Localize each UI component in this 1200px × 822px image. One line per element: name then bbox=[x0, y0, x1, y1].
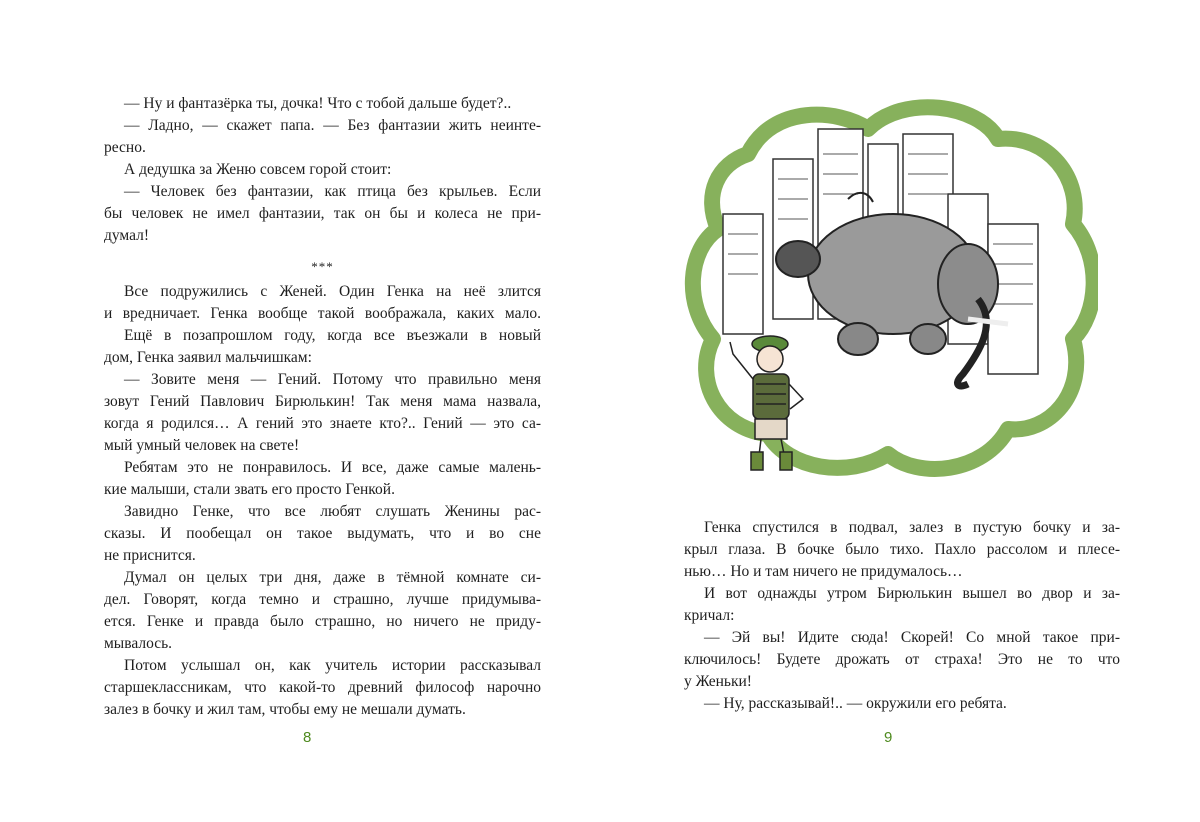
text-line: зовут Гений Павлович Бирюлькин! Так меня мама назвала, bbox=[104, 393, 541, 410]
text-line: и вредничает. Генка вообще такой воображала, каких мало. bbox=[104, 305, 541, 322]
section-separator: *** bbox=[311, 259, 334, 274]
text-line: Все подружились с Женей. Один Генка на неё злится bbox=[124, 283, 541, 300]
text-line: дел. Говорят, когда темно и страшно, лучше придумыва- bbox=[104, 591, 541, 608]
text-line: думал! bbox=[104, 227, 150, 244]
text-line: Потом услышал он, как учитель истории рассказывал bbox=[124, 657, 541, 674]
text-line: — Человек без фантазии, как птица без крыльев. Если bbox=[124, 183, 541, 200]
left-text-column bbox=[104, 93, 541, 721]
text-line: — Ладно, — скажет папа. — Без фантазии жить неинте- bbox=[124, 117, 541, 134]
text-line: — Ну, рассказывай!.. — окружили его ребята. bbox=[704, 695, 1007, 712]
text-line: не приснится. bbox=[104, 547, 196, 564]
text-line: мый умный человек на свете! bbox=[104, 437, 300, 454]
page-number-left: 8 bbox=[303, 729, 312, 746]
text-line: дом, Генка заявил мальчишкам: bbox=[104, 349, 312, 366]
elephant-city-illustration bbox=[678, 84, 1098, 494]
right-text-column bbox=[684, 517, 1120, 715]
text-line: — Зовите меня — Гений. Потому что правильно меня bbox=[124, 371, 541, 388]
text-line: залез в бочку и жил там, чтобы ему не мешали думать. bbox=[104, 701, 466, 718]
text-line: крыл глаза. В бочке было тихо. Пахло рассолом и плесе- bbox=[684, 541, 1120, 558]
text-line: — Ну и фантазёрка ты, дочка! Что с тобой дальше будет?.. bbox=[124, 95, 512, 112]
right-page bbox=[600, 0, 1200, 822]
text-line: кие малыши, стали звать его просто Генкой. bbox=[104, 481, 395, 498]
text-line: бы человек не имел фантазии, так он бы и колеса не при- bbox=[104, 205, 541, 222]
text-line: нью… Но и там ничего не придумалось… bbox=[684, 563, 963, 580]
text-line: кричал: bbox=[684, 607, 735, 624]
text-line: у Женьки! bbox=[684, 673, 752, 690]
text-line: — Эй вы! Идите сюда! Скорей! Со мной такое при- bbox=[704, 629, 1120, 646]
text-line: Думал он целых три дня, даже в тёмной комнате си- bbox=[124, 569, 541, 586]
text-line: Генка спустился в подвал, залез в пустую бочку и за- bbox=[704, 519, 1120, 536]
text-line: мывалось. bbox=[104, 635, 173, 652]
page-number-right: 9 bbox=[884, 729, 893, 746]
text-line: Ребятам это не понравилось. И все, даже самые малень- bbox=[124, 459, 541, 476]
text-line: старшеклассникам, что какой-то древний философ нарочно bbox=[104, 679, 541, 696]
text-line: А дедушка за Женю совсем горой стоит: bbox=[124, 161, 392, 178]
text-line: ключилось! Будете дрожать от страха! Это не то что bbox=[684, 651, 1120, 668]
text-line: ется. Генке и правда было страшно, но ничего не приду- bbox=[104, 613, 541, 630]
text-line: ресно. bbox=[104, 139, 146, 156]
text-line: сказы. И пообещал он такое выдумать, что и во сне bbox=[104, 525, 541, 542]
text-line: когда я родился… А гений это знаете кто?.. Гений — это са- bbox=[104, 415, 541, 432]
text-line: Ещё в позапрошлом году, когда все въезжали в новый bbox=[124, 327, 541, 344]
text-line: Завидно Генке, что все любят слушать Женины рас- bbox=[124, 503, 541, 520]
text-line: И вот однажды утром Бирюлькин вышел во двор и за- bbox=[704, 585, 1120, 602]
